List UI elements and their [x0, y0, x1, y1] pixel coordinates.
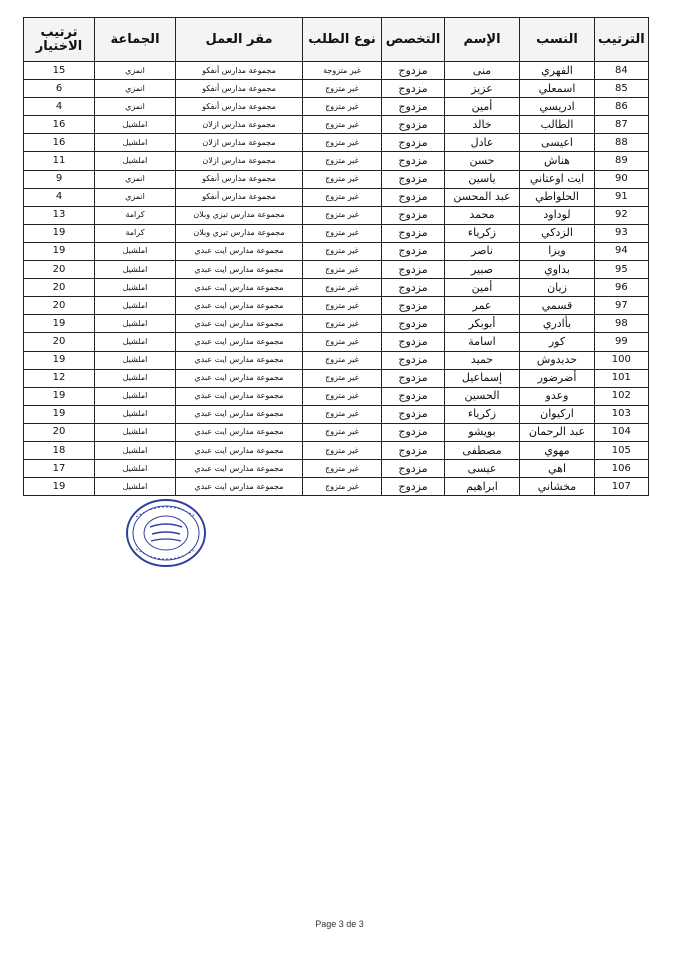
cell-specialty: مزدوج	[382, 297, 445, 315]
cell-first-name: ياسين	[445, 170, 520, 188]
cell-first-name: منى	[445, 62, 520, 80]
header-family-name: النسب	[520, 18, 595, 62]
cell-first-name: زكرياء	[445, 224, 520, 242]
cell-workplace: مجموعة مدارس ايت عبدي	[176, 423, 303, 441]
cell-selection-rank: 4	[24, 188, 95, 206]
cell-selection-rank: 4	[24, 98, 95, 116]
cell-selection-rank: 20	[24, 333, 95, 351]
table-row	[24, 333, 649, 351]
cell-rank: 95	[595, 261, 649, 279]
cell-workplace: مجموعة مدارس أنفكو	[176, 188, 303, 206]
cell-commune: املشيل	[95, 261, 176, 279]
cell-first-name: خالد	[445, 116, 520, 134]
cell-rank: 97	[595, 297, 649, 315]
cell-commune: انمزي	[95, 98, 176, 116]
table-row	[24, 170, 649, 188]
table-row	[24, 460, 649, 478]
cell-selection-rank: 17	[24, 460, 95, 478]
cell-rank: 85	[595, 80, 649, 98]
cell-rank: 102	[595, 387, 649, 405]
table-row	[24, 387, 649, 405]
cell-first-name: الحسين	[445, 387, 520, 405]
cell-family-name: الطالب	[520, 116, 595, 134]
cell-request-type: غير متزوج	[303, 98, 382, 116]
cell-rank: 90	[595, 170, 649, 188]
cell-specialty: مزدوج	[382, 62, 445, 80]
cell-commune: املشيل	[95, 333, 176, 351]
cell-first-name: حميد	[445, 351, 520, 369]
cell-first-name: اسامة	[445, 333, 520, 351]
cell-request-type: غير متزوج	[303, 242, 382, 260]
cell-family-name: مهوي	[520, 441, 595, 459]
table-row	[24, 261, 649, 279]
cell-commune: املشيل	[95, 116, 176, 134]
cell-selection-rank: 16	[24, 134, 95, 152]
cell-family-name: لوداود	[520, 206, 595, 224]
cell-selection-rank: 9	[24, 170, 95, 188]
cell-request-type: غير متزوجة	[303, 62, 382, 80]
cell-first-name: عمر	[445, 297, 520, 315]
cell-specialty: مزدوج	[382, 134, 445, 152]
cell-family-name: عبد الرحمان	[520, 423, 595, 441]
cell-family-name: ادريسي	[520, 98, 595, 116]
cell-request-type: غير متزوج	[303, 423, 382, 441]
cell-commune: املشيل	[95, 405, 176, 423]
cell-selection-rank: 19	[24, 224, 95, 242]
table-header	[24, 18, 649, 62]
cell-rank: 86	[595, 98, 649, 116]
header-first-name: الإسم	[445, 18, 520, 62]
cell-workplace: مجموعة مدارس ايت عبدي	[176, 261, 303, 279]
cell-rank: 84	[595, 62, 649, 80]
cell-family-name: أضرضور	[520, 369, 595, 387]
cell-commune: انمزي	[95, 80, 176, 98]
cell-workplace: مجموعة مدارس ايت عبدي	[176, 297, 303, 315]
cell-commune: املشيل	[95, 242, 176, 260]
cell-specialty: مزدوج	[382, 369, 445, 387]
cell-request-type: غير متزوج	[303, 224, 382, 242]
cell-first-name: عادل	[445, 134, 520, 152]
cell-request-type: غير متزوج	[303, 279, 382, 297]
cell-rank: 100	[595, 351, 649, 369]
cell-commune: انمزي	[95, 188, 176, 206]
cell-rank: 105	[595, 441, 649, 459]
cell-commune: املشيل	[95, 279, 176, 297]
cell-family-name: كور	[520, 333, 595, 351]
cell-family-name: اعيسى	[520, 134, 595, 152]
cell-commune: املشيل	[95, 423, 176, 441]
table-row	[24, 188, 649, 206]
cell-specialty: مزدوج	[382, 80, 445, 98]
cell-commune: كرامة	[95, 224, 176, 242]
cell-selection-rank: 20	[24, 279, 95, 297]
cell-request-type: غير متزوج	[303, 351, 382, 369]
cell-specialty: مزدوج	[382, 333, 445, 351]
cell-request-type: غير متزوج	[303, 441, 382, 459]
cell-request-type: غير متزوج	[303, 170, 382, 188]
cell-first-name: عيسى	[445, 460, 520, 478]
cell-family-name: الحلواطي	[520, 188, 595, 206]
cell-request-type: غير متزوج	[303, 387, 382, 405]
cell-request-type: غير متزوج	[303, 460, 382, 478]
cell-request-type: غير متزوج	[303, 315, 382, 333]
cell-specialty: مزدوج	[382, 152, 445, 170]
cell-commune: املشيل	[95, 441, 176, 459]
cell-family-name: حديدوش	[520, 351, 595, 369]
cell-first-name: صبير	[445, 261, 520, 279]
cell-workplace: مجموعة مدارس ايت عبدي	[176, 405, 303, 423]
cell-workplace: مجموعة مدارس ايت عبدي	[176, 478, 303, 496]
cell-workplace: مجموعة مدارس ايت عبدي	[176, 315, 303, 333]
cell-request-type: غير متزوج	[303, 369, 382, 387]
cell-request-type: غير متزوج	[303, 333, 382, 351]
cell-workplace: مجموعة مدارس ايت عبدي	[176, 387, 303, 405]
cell-first-name: محمد	[445, 206, 520, 224]
cell-family-name: قسمي	[520, 297, 595, 315]
cell-family-name: بداوي	[520, 261, 595, 279]
table-row	[24, 242, 649, 260]
cell-workplace: مجموعة مدارس ايت عبدي	[176, 333, 303, 351]
cell-specialty: مزدوج	[382, 351, 445, 369]
table-row	[24, 315, 649, 333]
cell-family-name: بأادري	[520, 315, 595, 333]
cell-specialty: مزدوج	[382, 261, 445, 279]
cell-specialty: مزدوج	[382, 116, 445, 134]
cell-commune: املشيل	[95, 351, 176, 369]
header-selection-rank: ترتيب الاختيار	[24, 18, 95, 62]
cell-specialty: مزدوج	[382, 405, 445, 423]
cell-first-name: إسماعيل	[445, 369, 520, 387]
cell-workplace: مجموعة مدارس ايت عبدي	[176, 369, 303, 387]
cell-workplace: مجموعة مدارس تيزي وبلان	[176, 224, 303, 242]
cell-selection-rank: 20	[24, 423, 95, 441]
cell-first-name: حسن	[445, 152, 520, 170]
cell-request-type: غير متزوج	[303, 188, 382, 206]
cell-request-type: غير متزوج	[303, 297, 382, 315]
cell-specialty: مزدوج	[382, 423, 445, 441]
table-row	[24, 441, 649, 459]
cell-selection-rank: 12	[24, 369, 95, 387]
cell-family-name: مخشاني	[520, 478, 595, 496]
cell-selection-rank: 19	[24, 242, 95, 260]
cell-rank: 91	[595, 188, 649, 206]
cell-specialty: مزدوج	[382, 279, 445, 297]
cell-rank: 103	[595, 405, 649, 423]
cell-specialty: مزدوج	[382, 224, 445, 242]
cell-request-type: غير متزوج	[303, 134, 382, 152]
cell-commune: املشيل	[95, 387, 176, 405]
table-row	[24, 224, 649, 242]
table-row	[24, 62, 649, 80]
cell-workplace: مجموعة مدارس أنفكو	[176, 80, 303, 98]
cell-request-type: غير متزوج	[303, 116, 382, 134]
cell-selection-rank: 19	[24, 405, 95, 423]
cell-specialty: مزدوج	[382, 315, 445, 333]
cell-workplace: مجموعة مدارس أنفكو	[176, 98, 303, 116]
cell-first-name: عبد المحسن	[445, 188, 520, 206]
cell-request-type: غير متزوج	[303, 206, 382, 224]
table-row	[24, 80, 649, 98]
cell-request-type: غير متزوج	[303, 80, 382, 98]
cell-specialty: مزدوج	[382, 441, 445, 459]
cell-workplace: مجموعة مدارس ازلان	[176, 116, 303, 134]
cell-specialty: مزدوج	[382, 170, 445, 188]
cell-workplace: مجموعة مدارس تيزي وبلان	[176, 206, 303, 224]
cell-workplace: مجموعة مدارس ايت عبدي	[176, 351, 303, 369]
cell-commune: املشيل	[95, 478, 176, 496]
cell-first-name: بويشو	[445, 423, 520, 441]
cell-specialty: مزدوج	[382, 387, 445, 405]
cell-family-name: الزدكي	[520, 224, 595, 242]
table-row	[24, 152, 649, 170]
cell-workplace: مجموعة مدارس ايت عبدي	[176, 242, 303, 260]
cell-first-name: ناصر	[445, 242, 520, 260]
table-row	[24, 134, 649, 152]
cell-workplace: مجموعة مدارس ايت عبدي	[176, 279, 303, 297]
table-row	[24, 369, 649, 387]
cell-family-name: وعدو	[520, 387, 595, 405]
header-row	[24, 18, 649, 62]
candidates-table	[23, 17, 649, 496]
table-row	[24, 351, 649, 369]
cell-request-type: غير متزوج	[303, 152, 382, 170]
cell-first-name: عزيز	[445, 80, 520, 98]
cell-family-name: اسمعلي	[520, 80, 595, 98]
cell-selection-rank: 6	[24, 80, 95, 98]
table-row	[24, 297, 649, 315]
cell-selection-rank: 19	[24, 478, 95, 496]
cell-rank: 89	[595, 152, 649, 170]
cell-first-name: ابراهيم	[445, 478, 520, 496]
header-rank: الترتيب	[595, 18, 649, 62]
cell-commune: املشيل	[95, 152, 176, 170]
cell-selection-rank: 16	[24, 116, 95, 134]
cell-selection-rank: 11	[24, 152, 95, 170]
cell-commune: انمزي	[95, 62, 176, 80]
cell-family-name: اركيوان	[520, 405, 595, 423]
cell-rank: 101	[595, 369, 649, 387]
cell-first-name: زكرياء	[445, 405, 520, 423]
cell-selection-rank: 15	[24, 62, 95, 80]
cell-family-name: ويزا	[520, 242, 595, 260]
cell-rank: 106	[595, 460, 649, 478]
cell-selection-rank: 20	[24, 297, 95, 315]
page-footer: Page 3 de 3	[315, 919, 364, 929]
cell-rank: 94	[595, 242, 649, 260]
cell-rank: 107	[595, 478, 649, 496]
cell-specialty: مزدوج	[382, 242, 445, 260]
cell-rank: 99	[595, 333, 649, 351]
official-stamp-icon	[124, 497, 208, 569]
cell-rank: 92	[595, 206, 649, 224]
cell-selection-rank: 18	[24, 441, 95, 459]
cell-rank: 87	[595, 116, 649, 134]
cell-commune: املشيل	[95, 315, 176, 333]
cell-rank: 104	[595, 423, 649, 441]
cell-specialty: مزدوج	[382, 206, 445, 224]
cell-family-name: الفهري	[520, 62, 595, 80]
cell-rank: 93	[595, 224, 649, 242]
cell-workplace: مجموعة مدارس ازلان	[176, 134, 303, 152]
cell-workplace: مجموعة مدارس أنفكو	[176, 62, 303, 80]
cell-family-name: اهي	[520, 460, 595, 478]
cell-specialty: مزدوج	[382, 98, 445, 116]
cell-rank: 98	[595, 315, 649, 333]
table-row	[24, 98, 649, 116]
cell-family-name: زيان	[520, 279, 595, 297]
table-row	[24, 478, 649, 496]
cell-commune: املشيل	[95, 460, 176, 478]
cell-family-name: هناش	[520, 152, 595, 170]
cell-rank: 96	[595, 279, 649, 297]
cell-request-type: غير متزوج	[303, 405, 382, 423]
cell-specialty: مزدوج	[382, 188, 445, 206]
cell-rank: 88	[595, 134, 649, 152]
table-row	[24, 116, 649, 134]
cell-first-name: مصطفى	[445, 441, 520, 459]
cell-selection-rank: 20	[24, 261, 95, 279]
header-commune: الجماعة	[95, 18, 176, 62]
cell-commune: كرامة	[95, 206, 176, 224]
cell-specialty: مزدوج	[382, 460, 445, 478]
table-row	[24, 405, 649, 423]
cell-specialty: مزدوج	[382, 478, 445, 496]
cell-selection-rank: 13	[24, 206, 95, 224]
cell-family-name: ايت اوعتاني	[520, 170, 595, 188]
cell-workplace: مجموعة مدارس ايت عبدي	[176, 441, 303, 459]
cell-workplace: مجموعة مدارس ايت عبدي	[176, 460, 303, 478]
table-body	[24, 62, 649, 496]
cell-first-name: أمين	[445, 98, 520, 116]
cell-commune: انمزي	[95, 170, 176, 188]
cell-first-name: أبوبكر	[445, 315, 520, 333]
cell-commune: املشيل	[95, 369, 176, 387]
cell-selection-rank: 19	[24, 315, 95, 333]
cell-first-name: أمين	[445, 279, 520, 297]
cell-request-type: غير متزوج	[303, 261, 382, 279]
header-specialty: التخصص	[382, 18, 445, 62]
cell-commune: املشيل	[95, 134, 176, 152]
cell-workplace: مجموعة مدارس أنفكو	[176, 170, 303, 188]
header-workplace: مقر العمل	[176, 18, 303, 62]
cell-commune: املشيل	[95, 297, 176, 315]
table-row	[24, 279, 649, 297]
table-row	[24, 206, 649, 224]
cell-selection-rank: 19	[24, 387, 95, 405]
cell-request-type: غير متزوج	[303, 478, 382, 496]
cell-selection-rank: 19	[24, 351, 95, 369]
header-request-type: نوع الطلب	[303, 18, 382, 62]
cell-workplace: مجموعة مدارس ازلان	[176, 152, 303, 170]
table-row	[24, 423, 649, 441]
